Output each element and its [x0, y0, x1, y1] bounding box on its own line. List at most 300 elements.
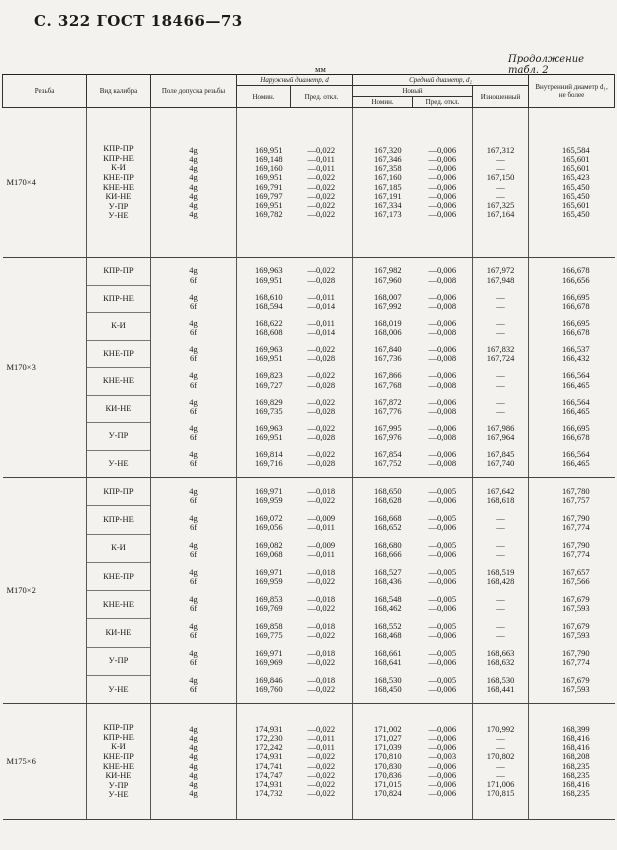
- col-outer-diameter: Наружный диаметр, d: [237, 75, 353, 86]
- value-group: [537, 676, 615, 694]
- od-nominal: 169,951: [254, 172, 283, 183]
- tolerance-value: 4g: [189, 647, 198, 658]
- col-gauge-type: Вид калибра: [87, 75, 151, 108]
- worn-value-cell: [473, 108, 529, 258]
- value-group: [151, 487, 236, 505]
- od-nominal: 169,846: [254, 674, 283, 685]
- tolerance-value: 4g: [189, 199, 198, 210]
- od-deviation: —0,022: [307, 769, 336, 780]
- table-row: [3, 258, 615, 478]
- pd-nominal: 171,039: [373, 742, 402, 753]
- value-group: [247, 676, 291, 694]
- pd-nominal: 167,982: [373, 265, 402, 276]
- standard-code: ГОСТ 18466—73: [96, 12, 243, 30]
- od-nominal: 174,931: [254, 723, 283, 734]
- inner-diameter: 167,593: [561, 684, 590, 694]
- gauge-type: КНЕ-НЕ: [87, 368, 150, 396]
- pd-nominal-cell: [353, 478, 413, 704]
- worn-value: 168,441: [486, 684, 515, 694]
- od-nominal-cell: [237, 258, 291, 478]
- pd-deviation: —0,008: [428, 405, 457, 416]
- od-nominal: 169,735: [254, 405, 283, 416]
- value-group: [151, 649, 236, 667]
- inner-diameter: 166,465: [561, 458, 590, 469]
- od-deviation: —0,009: [307, 512, 336, 523]
- value-group: [151, 345, 236, 363]
- tolerance-value: 4g: [189, 593, 198, 604]
- worn-value: —: [496, 760, 505, 771]
- value-group: [413, 789, 473, 798]
- od-deviation: —0,022: [307, 190, 336, 201]
- tolerance-value: 6f: [189, 522, 198, 532]
- od-deviation: —0,011: [307, 153, 335, 164]
- od-deviation-cell: [291, 258, 353, 478]
- tolerance-value: 4g: [189, 317, 198, 328]
- pd-deviation: —0,005: [428, 512, 457, 523]
- value-group: [473, 514, 528, 532]
- worn-value: —: [496, 769, 505, 780]
- pd-deviation: —0,006: [428, 153, 457, 164]
- od-deviation-cell: [291, 478, 353, 704]
- gauge-type: КИ-НЕ: [105, 770, 132, 781]
- od-deviation: —0,022: [307, 760, 336, 771]
- value-group: [291, 622, 353, 640]
- od-nominal: 172,230: [254, 732, 283, 743]
- pd-nominal: 167,334: [373, 199, 402, 210]
- tolerance-value-cell: [151, 704, 237, 820]
- pd-deviation: —0,006: [428, 723, 457, 734]
- od-deviation: —0,011: [307, 522, 335, 532]
- inner-diameter: 167,774: [561, 549, 590, 559]
- od-nominal: 169,951: [254, 199, 283, 210]
- value-group: [151, 319, 236, 337]
- od-deviation: —0,022: [307, 576, 336, 586]
- col-od-deviation: Пред. откл.: [291, 86, 353, 108]
- col-pitch-diameter: Средний диаметр, d₂: [353, 75, 529, 86]
- value-group: [473, 622, 528, 640]
- tolerance-value: 6f: [189, 576, 198, 586]
- pd-nominal: 168,641: [373, 657, 402, 667]
- worn-value: —: [496, 379, 505, 390]
- tolerance-value: 4g: [189, 291, 198, 302]
- pd-deviation: —0,006: [428, 370, 457, 381]
- pd-deviation: —0,006: [428, 760, 457, 771]
- inner-diameter: 167,774: [561, 522, 590, 532]
- value-group: [473, 568, 528, 586]
- value-group: [473, 266, 528, 284]
- worn-value: 167,972: [486, 265, 515, 276]
- od-nominal: 169,082: [254, 539, 283, 550]
- od-nominal: 169,963: [254, 265, 283, 276]
- value-group: [473, 595, 528, 613]
- pd-nominal: 167,768: [373, 379, 402, 390]
- od-deviation: —0,022: [307, 209, 336, 220]
- value-group: [413, 293, 473, 311]
- od-deviation: —0,028: [307, 379, 336, 390]
- worn-value: 168,632: [486, 657, 515, 667]
- value-group: [291, 676, 353, 694]
- inner-diameter: 168,208: [561, 751, 590, 762]
- value-group: [413, 568, 473, 586]
- worn-value-cell: [473, 478, 529, 704]
- value-group: [363, 345, 413, 363]
- tolerance-value: 4g: [189, 723, 198, 734]
- gauge-type: У-НЕ: [108, 789, 129, 800]
- worn-value-cell: [473, 258, 529, 478]
- value-group: [291, 371, 353, 389]
- worn-value: 170,992: [486, 723, 515, 734]
- tolerance-value: 4g: [189, 760, 198, 771]
- tolerance-value: 6f: [189, 684, 198, 694]
- tolerance-value: 4g: [189, 172, 198, 183]
- od-deviation: —0,022: [307, 630, 336, 640]
- tolerance-value: 4g: [189, 512, 198, 523]
- gauge-type: К-И: [87, 535, 150, 563]
- tolerance-value: 4g: [189, 209, 198, 220]
- pd-nominal: 167,872: [373, 396, 402, 407]
- od-nominal: 169,716: [254, 458, 283, 469]
- value-group: [473, 424, 528, 442]
- worn-value: 168,530: [486, 674, 515, 685]
- pd-nominal: 167,995: [373, 422, 402, 433]
- value-group: [413, 450, 473, 468]
- tolerance-value: 4g: [189, 751, 198, 762]
- od-nominal: 169,969: [254, 657, 283, 667]
- od-nominal: 172,242: [254, 742, 283, 753]
- value-group: [537, 319, 615, 337]
- od-nominal-cell: [237, 704, 291, 820]
- pd-nominal: 168,680: [373, 539, 402, 550]
- tolerance-value: 4g: [189, 769, 198, 780]
- pd-deviation: —0,005: [428, 647, 457, 658]
- od-nominal: 169,775: [254, 630, 283, 640]
- pd-nominal: 168,462: [373, 603, 402, 613]
- col-pd-deviation: Пред. откл.: [413, 97, 473, 108]
- value-group: [537, 450, 615, 468]
- gauge-type: КНЕ-ПР: [103, 750, 134, 761]
- od-deviation: —0,028: [307, 432, 336, 443]
- pd-deviation: —0,006: [428, 199, 457, 210]
- pd-nominal: 168,468: [373, 630, 402, 640]
- tolerance-value: 6f: [189, 300, 198, 311]
- worn-value: —: [496, 317, 505, 328]
- inner-diameter: 167,757: [561, 495, 590, 505]
- inner-diameter: 165,601: [561, 153, 590, 164]
- od-nominal: 174,732: [254, 788, 283, 799]
- col-new: Новый: [353, 86, 473, 97]
- gauge-type: КПР-ПР: [87, 258, 150, 286]
- inner-diameter: 165,601: [561, 163, 590, 174]
- od-deviation: —0,022: [307, 396, 336, 407]
- gauge-type: КНЕ-НЕ: [87, 591, 150, 619]
- pd-deviation: —0,006: [428, 769, 457, 780]
- inner-diameter: 168,416: [561, 732, 590, 743]
- tolerance-value: 4g: [189, 539, 198, 550]
- value-group: [473, 398, 528, 416]
- pd-deviation: —0,006: [428, 422, 457, 433]
- pd-deviation: —0,005: [428, 620, 457, 631]
- inner-diameter: 166,564: [561, 449, 590, 460]
- gauge-type: КНЕ-ПР: [87, 341, 150, 369]
- pd-deviation: —0,006: [428, 742, 457, 753]
- value-group: [537, 345, 615, 363]
- tolerance-value: 4g: [189, 163, 198, 174]
- value-group: [363, 568, 413, 586]
- pd-nominal: 168,668: [373, 512, 402, 523]
- value-group: [247, 266, 291, 284]
- od-nominal: 169,797: [254, 190, 283, 201]
- tolerance-value: 6f: [189, 657, 198, 667]
- value-group: [363, 450, 413, 468]
- tolerance-value: 6f: [189, 432, 198, 443]
- inner-diameter-cell: [529, 478, 615, 704]
- pd-deviation: —0,006: [428, 630, 457, 640]
- pd-nominal: 168,666: [373, 549, 402, 559]
- worn-value: —: [496, 153, 505, 164]
- col-thread: Резьба: [3, 75, 87, 108]
- value-group: [413, 266, 473, 284]
- value-group: [473, 293, 528, 311]
- value-group: [151, 398, 236, 416]
- gauge-type: КНЕ-ПР: [103, 171, 134, 182]
- pd-nominal: 168,007: [373, 291, 402, 302]
- od-deviation: —0,022: [307, 199, 336, 210]
- value-group: [473, 487, 528, 505]
- value-group: [473, 345, 528, 363]
- value-group: [291, 487, 353, 505]
- tolerance-value: 4g: [189, 485, 198, 496]
- tolerance-value: 6f: [189, 603, 198, 613]
- gauge-type: У-ПР: [108, 200, 129, 211]
- inner-diameter: 166,656: [561, 274, 590, 285]
- col-inner-diameter: Внутренний диаметр d₁, не более: [529, 75, 615, 108]
- tolerance-value: 6f: [189, 379, 198, 390]
- pd-nominal: 170,810: [373, 751, 402, 762]
- value-group: [247, 622, 291, 640]
- inner-diameter: 166,695: [561, 291, 590, 302]
- value-group: [473, 541, 528, 559]
- pd-deviation: —0,006: [428, 732, 457, 743]
- pd-deviation: —0,006: [428, 172, 457, 183]
- value-group: [151, 450, 236, 468]
- worn-value: 167,986: [486, 422, 515, 433]
- od-nominal: 169,858: [254, 620, 283, 631]
- tolerance-value: 4g: [189, 153, 198, 164]
- value-group: [473, 789, 528, 798]
- value-group: [473, 676, 528, 694]
- value-group: [537, 649, 615, 667]
- value-group: [247, 424, 291, 442]
- inner-diameter: 167,790: [561, 647, 590, 658]
- gauge-type: У-НЕ: [108, 683, 129, 694]
- inner-diameter: 167,593: [561, 630, 590, 640]
- pd-nominal-cell: [353, 258, 413, 478]
- value-group: [291, 450, 353, 468]
- pd-deviation: —0,008: [428, 327, 457, 338]
- value-group: [151, 676, 236, 694]
- pd-nominal-cell: [353, 108, 413, 258]
- gauge-type: КНЕ-НЕ: [102, 760, 135, 771]
- od-deviation: —0,011: [307, 742, 335, 753]
- worn-value: 167,948: [486, 274, 515, 285]
- value-group: [537, 622, 615, 640]
- gauge-type: КПР-ПР: [103, 722, 134, 733]
- od-deviation: —0,022: [307, 265, 336, 276]
- pd-deviation: —0,008: [428, 353, 457, 364]
- pd-deviation: —0,005: [428, 593, 457, 604]
- value-group: [473, 450, 528, 468]
- tolerance-value: 6f: [189, 274, 198, 285]
- od-deviation: —0,022: [307, 788, 336, 799]
- tolerance-value: 6f: [189, 458, 198, 469]
- value-group: [151, 789, 236, 798]
- value-group: [291, 424, 353, 442]
- tolerance-value: 4g: [189, 674, 198, 685]
- gauge-type: КПР-НЕ: [103, 731, 134, 742]
- od-nominal: 169,971: [254, 485, 283, 496]
- value-group: [413, 649, 473, 667]
- tolerance-value: 6f: [189, 495, 198, 505]
- od-deviation: —0,022: [307, 778, 336, 789]
- worn-value: 167,724: [486, 353, 515, 364]
- inner-diameter: 165,450: [561, 190, 590, 201]
- gauge-type-list: [87, 108, 151, 258]
- col-tolerance-field: Поле допуска резьбы: [151, 75, 237, 108]
- pd-deviation: —0,008: [428, 458, 457, 469]
- pd-deviation: —0,006: [428, 576, 457, 586]
- value-group: [247, 789, 291, 798]
- value-group: [537, 487, 615, 505]
- value-group: [291, 595, 353, 613]
- inner-diameter: 167,679: [561, 620, 590, 631]
- tolerance-value: 4g: [189, 449, 198, 460]
- gauge-type: КИ-НЕ: [105, 191, 132, 202]
- inner-diameter: 168,235: [561, 760, 590, 771]
- gauge-type: КПР-НЕ: [103, 152, 134, 163]
- tolerance-value-cell: [151, 108, 237, 258]
- value-group: [151, 514, 236, 532]
- pd-deviation: —0,005: [428, 485, 457, 496]
- pd-nominal: 167,752: [373, 458, 402, 469]
- pd-nominal: 167,320: [373, 144, 402, 155]
- inner-diameter: 167,593: [561, 603, 590, 613]
- pd-deviation-cell: [413, 704, 473, 820]
- pd-deviation: —0,006: [428, 209, 457, 220]
- value-group: [413, 514, 473, 532]
- value-group: [363, 266, 413, 284]
- worn-value: 168,428: [486, 576, 515, 586]
- inner-diameter: 165,601: [561, 199, 590, 210]
- value-group: [291, 568, 353, 586]
- pd-nominal: 168,661: [373, 647, 402, 658]
- value-group: [247, 398, 291, 416]
- value-group: [247, 450, 291, 468]
- inner-diameter: 166,432: [561, 353, 590, 364]
- value-group: [151, 293, 236, 311]
- tolerance-value: 6f: [189, 405, 198, 416]
- od-nominal: 169,951: [254, 144, 283, 155]
- gauge-type: У-ПР: [108, 779, 129, 790]
- pd-nominal: 170,830: [373, 760, 402, 771]
- pd-deviation: —0,005: [428, 674, 457, 685]
- inner-diameter: 168,416: [561, 778, 590, 789]
- inner-diameter: 166,465: [561, 405, 590, 416]
- worn-value: 168,519: [486, 566, 515, 577]
- pd-nominal: 167,776: [373, 405, 402, 416]
- value-group: [537, 210, 615, 219]
- od-deviation: —0,018: [307, 647, 336, 658]
- inner-diameter: 168,235: [561, 788, 590, 799]
- tolerance-value-cell: [151, 258, 237, 478]
- od-nominal: 169,068: [254, 549, 283, 559]
- worn-value: —: [496, 539, 505, 550]
- value-group: [151, 568, 236, 586]
- inner-diameter: 165,450: [561, 209, 590, 220]
- inner-diameter-cell: [529, 704, 615, 820]
- od-nominal: 168,594: [254, 300, 283, 311]
- pd-nominal: 167,976: [373, 432, 402, 443]
- value-group: [247, 487, 291, 505]
- od-deviation: —0,028: [307, 405, 336, 416]
- table-row: [3, 704, 615, 820]
- od-deviation: —0,022: [307, 603, 336, 613]
- worn-value: —: [496, 181, 505, 192]
- pd-nominal: 168,650: [373, 485, 402, 496]
- od-nominal: 169,148: [254, 153, 283, 164]
- od-nominal: 168,608: [254, 327, 283, 338]
- pd-deviation: —0,006: [428, 265, 457, 276]
- value-group: [537, 595, 615, 613]
- inner-diameter: 166,537: [561, 344, 590, 355]
- value-group: [291, 293, 353, 311]
- pd-deviation: —0,006: [428, 684, 457, 694]
- gauge-type: У-ПР: [87, 423, 150, 451]
- od-deviation: —0,011: [307, 317, 335, 328]
- gauge-type: КИ-НЕ: [87, 396, 150, 424]
- pd-nominal: 168,006: [373, 327, 402, 338]
- value-group: [537, 789, 615, 798]
- page-number: С. 322: [34, 12, 91, 30]
- od-nominal: 169,829: [254, 396, 283, 407]
- value-group: [473, 319, 528, 337]
- pd-deviation: —0,006: [428, 522, 457, 532]
- worn-value: —: [496, 396, 505, 407]
- value-group: [537, 293, 615, 311]
- od-nominal: 169,072: [254, 512, 283, 523]
- pd-deviation: —0,008: [428, 379, 457, 390]
- tolerance-value: 4g: [189, 144, 198, 155]
- value-group: [247, 568, 291, 586]
- value-group: [151, 210, 236, 219]
- od-deviation: —0,022: [307, 684, 336, 694]
- tolerance-value: 4g: [189, 742, 198, 753]
- tolerance-value: 4g: [189, 788, 198, 799]
- inner-diameter: 166,678: [561, 327, 590, 338]
- value-group: [473, 649, 528, 667]
- worn-value: 167,832: [486, 344, 515, 355]
- value-group: [537, 568, 615, 586]
- od-deviation: —0,011: [307, 163, 335, 174]
- od-nominal: 174,931: [254, 778, 283, 789]
- worn-value: —: [496, 732, 505, 743]
- inner-diameter-cell: [529, 258, 615, 478]
- value-group: [363, 210, 413, 219]
- worn-value: —: [496, 190, 505, 201]
- worn-value: 167,312: [486, 144, 515, 155]
- pd-nominal: 168,019: [373, 317, 402, 328]
- worn-value: 167,150: [486, 172, 515, 183]
- gauge-type: К-И: [111, 741, 126, 752]
